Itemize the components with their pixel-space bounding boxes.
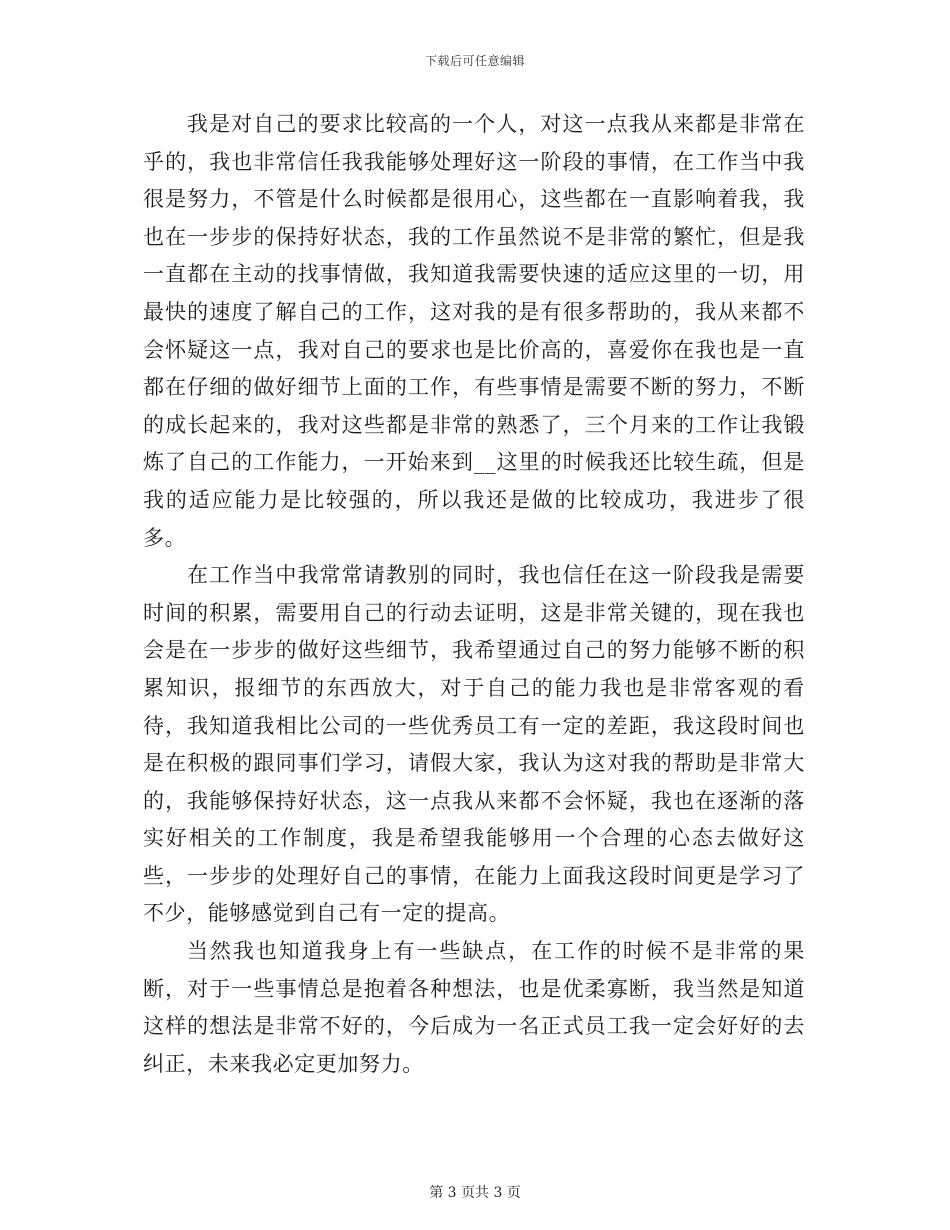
page-footer: 第 3 页共 3 页: [429, 1185, 521, 1201]
page-header: 下载后可任意编辑: [424, 54, 525, 68]
paragraph-1: 我是对自己的要求比较高的一个人，对这一点我从来都是非常在乎的，我也非常信任我我能够处理好这一阶段的事情，在工作当中我很是努力，不管是什么时候都是很用心，这些都在一直影响着我，我也在一步步的保持好状态，我的工作虽然说不是非常的繁忙，但是我一直都在主动的找事情做，我知道我需要快速的适应这里的一切，用最快的速度了解自己的工作，这对我的是有很多帮助的，我从来都不会怀疑这一点，我对自己的要求也是比价高的，喜爱你在我也是一直都在仔细的做好细节上面的工作，有些事情是需要不断的努力，不断的成长起来的，我对这些都是非常的熟悉了，三个月来的工作让我锻炼了自己的工作能力，一开始来到__这里的时候我还比较生疏，但是我的适应能力是比较强的，所以我还是做的比较成功，我进步了很多。: [143, 112, 805, 550]
document-body: [143, 106, 805, 1083]
paragraph-3: 当然我也知道我身上有一些缺点，在工作的时候不是非常的果断，对于一些事情总是抱着各种想法，也是优柔寡断，我当然是知道这样的想法是非常不好的，今后成为一名正式员工我一定会好好的去纠正，未来我必定更加努力。: [143, 939, 805, 1076]
paragraph-2: 在工作当中我常常请教别的同时，我也信任在这一阶段我是需要时间的积累，需要用自己的行动去证明，这是非常关键的，现在我也会是在一步步的做好这些细节，我希望通过自己的努力能够不断的积累知识，报细节的东西放大，对于自己的能力我也是非常客观的看待，我知道我相比公司的一些优秀员工有一定的差距，我这段时间也是在积极的跟同事们学习，请假大家，我认为这对我的帮助是非常大的，我能够保持好状态，这一点我从来都不会怀疑，我也在逐渐的落实好相关的工作制度，我是希望我能够用一个合理的心态去做好这些，一步步的处理好自己的事情，在能力上面我这段时间更是学习了不少，能够感觉到自己有一定的提高。: [143, 563, 805, 926]
